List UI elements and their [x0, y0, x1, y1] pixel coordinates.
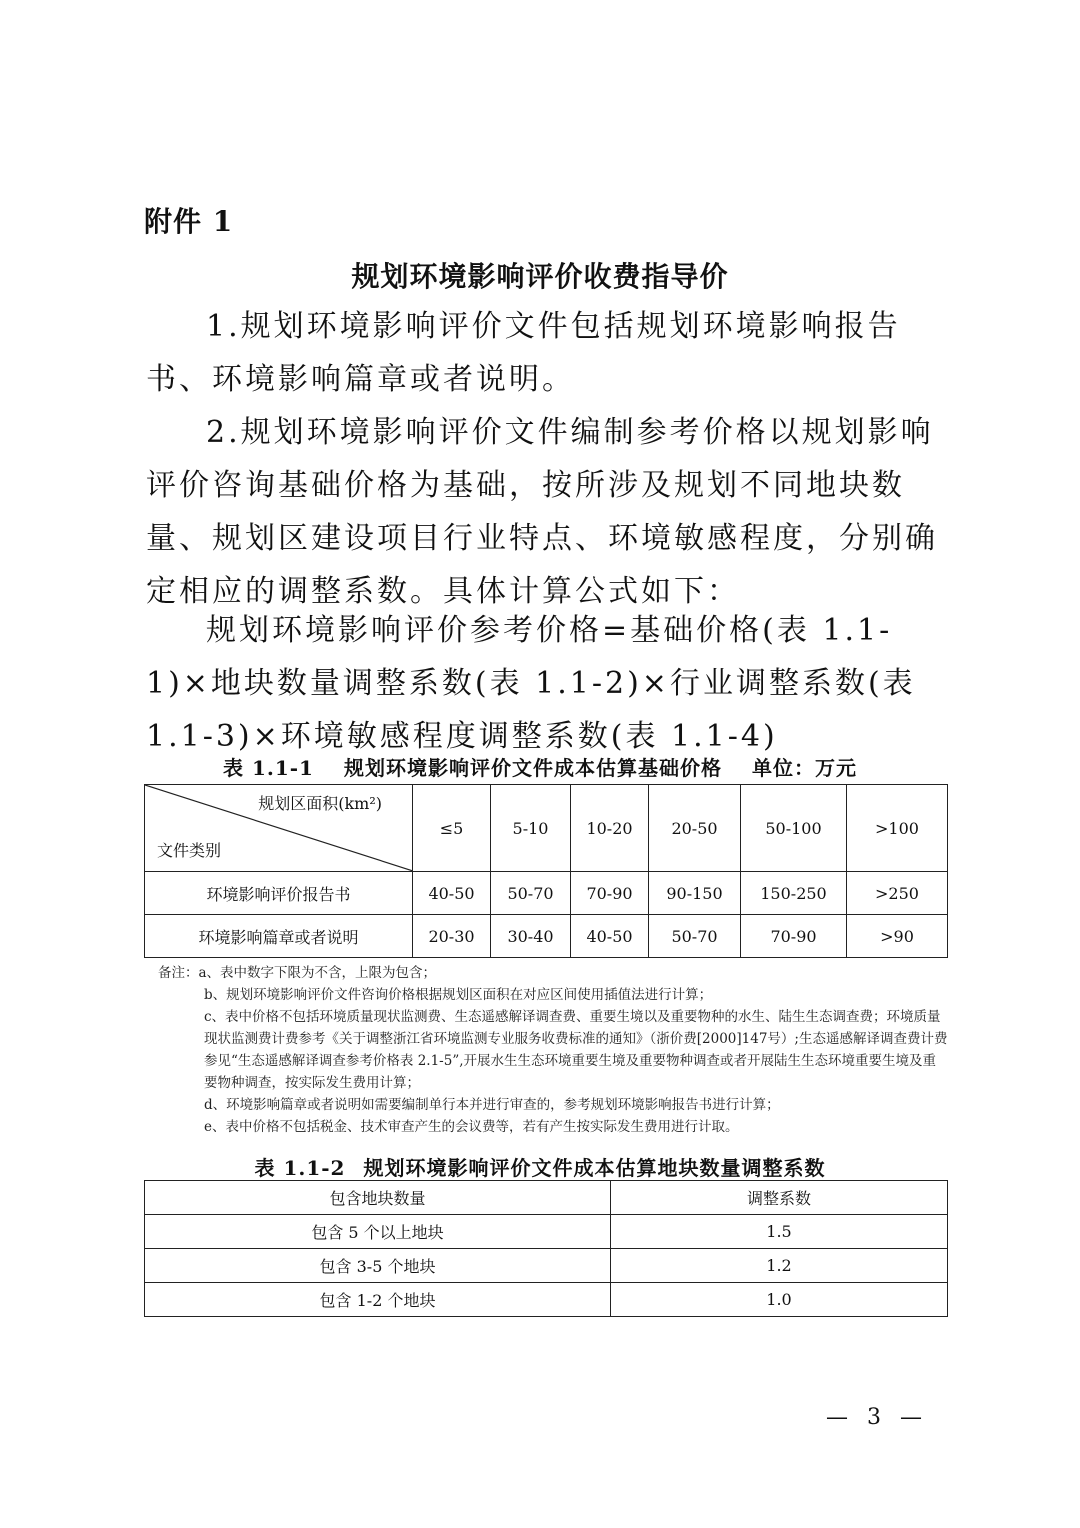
paragraph-3	[146, 604, 950, 763]
paragraph-2-text: 2.规划环境影响评价文件编制参考价格以规划影响评价咨询基础价格为基础，按所涉及规划不同地块数量、规划区建设项目行业特点、环境敏感程度，分别确定相应的调整系数。具体计算公式如下：	[146, 415, 938, 609]
table1-cell: 40-50	[413, 872, 491, 915]
page-number: — 3 —	[826, 1405, 928, 1430]
table1-row-label: 环境影响评价报告书	[145, 872, 413, 915]
table1-corner-cell	[145, 785, 413, 872]
table-row	[145, 1215, 948, 1249]
table2-plot-count-coefficient	[144, 1180, 948, 1317]
table1-caption-no: 表 1.1-1	[223, 756, 314, 780]
table2-cell: 1.5	[611, 1215, 948, 1249]
table2-header-row	[145, 1181, 948, 1215]
table1-col-header: 10-20	[571, 785, 649, 872]
table1-cell: 20-30	[413, 915, 491, 958]
table1-col-header: 5-10	[491, 785, 571, 872]
table1-col-header: 50-100	[741, 785, 847, 872]
table2-row-label: 包含 5 个以上地块	[145, 1215, 611, 1249]
table1-cell: 40-50	[571, 915, 649, 958]
table-row	[145, 915, 948, 958]
table2-row-label: 包含 1-2 个地块	[145, 1283, 611, 1317]
table1-row-label: 环境影响篇章或者说明	[145, 915, 413, 958]
paragraph-1	[146, 300, 950, 406]
table2-caption-no: 表 1.1-2	[254, 1156, 346, 1180]
table1-cell: 70-90	[741, 915, 847, 958]
table2-caption-title: 规划环境影响评价文件成本估算地块数量调整系数	[363, 1156, 826, 1180]
document-title: 规划环境影响评价收费指导价	[351, 260, 729, 293]
table1-base-price	[144, 784, 948, 958]
note-d: d、环境影响篇章或者说明如需要编制单行本并进行审查的，参考规划环境影响报告书进行计算；	[204, 1097, 780, 1113]
note-e: e、表中价格不包括税金、技术审查产生的会议费等，若有产生按实际发生费用进行计取。	[204, 1119, 739, 1135]
table1-caption-title: 规划环境影响评价文件成本估算基础价格	[343, 756, 722, 780]
table1-cell: 50-70	[491, 872, 571, 915]
table-row	[145, 1283, 948, 1317]
table-row	[145, 872, 948, 915]
paragraph-1-text: 1.规划环境影响评价文件包括规划环境影响报告书、环境影响篇章或者说明。	[146, 309, 901, 397]
table1-cell: 30-40	[491, 915, 571, 958]
note-c: c、表中价格不包括环境质量现状监测费、生态遥感解译调查费、重要生境以及重要物种的水生、陆生生态调查费；环境质量现状监测费计费参考《关于调整浙江省环境监测专业服务收费标准的通知》（浙价费[2000]147号）;生态遥感解译调查费计费参见“生态遥感解译调查参考价格表 2.1-5”,开展水生生态环境重要生境及重要物种调查或者开展陆生生态环境重要生境及重要物种调查，按实际发生费用计算；	[204, 1009, 948, 1091]
attachment-label: 附件 1	[144, 205, 234, 238]
table1-unit: 单位：万元	[751, 756, 857, 780]
table1-cell: 50-70	[649, 915, 741, 958]
table1-cell: 90-150	[649, 872, 741, 915]
table1-col-header: >100	[847, 785, 948, 872]
table2-row-label: 包含 3-5 个地块	[145, 1249, 611, 1283]
table1-col-header: 20-50	[649, 785, 741, 872]
paragraph-2	[146, 406, 950, 618]
table2-cell: 1.2	[611, 1249, 948, 1283]
table2-col-header: 调整系数	[611, 1181, 948, 1215]
table1-notes	[158, 962, 948, 1138]
table2-caption	[0, 1152, 1080, 1181]
paragraph-3-text: 规划环境影响评价参考价格=基础价格(表 1.1-1)×地块数量调整系数(表 1.1-2)×行业调整系数(表 1.1-3)×环境敏感程度调整系数(表 1.1-4)	[146, 613, 916, 754]
corner-area-label: 规划区面积(km²)	[258, 794, 382, 813]
corner-type-label: 文件类别	[157, 841, 222, 860]
table1-header-row	[145, 785, 948, 872]
table1-cell: 150-250	[741, 872, 847, 915]
table1-col-header: ≤5	[413, 785, 491, 872]
table1-cell: 70-90	[571, 872, 649, 915]
table1-cell: >90	[847, 915, 948, 958]
table1-caption	[0, 752, 1080, 781]
note-a: 备注：a、表中数字下限为不含，上限为包含；	[158, 965, 437, 981]
table2-cell: 1.0	[611, 1283, 948, 1317]
table1-cell: >250	[847, 872, 948, 915]
table-row	[145, 1249, 948, 1283]
note-b: b、规划环境影响评价文件咨询价格根据规划区面积在对应区间使用插值法进行计算；	[204, 987, 713, 1003]
table2-col-header: 包含地块数量	[145, 1181, 611, 1215]
